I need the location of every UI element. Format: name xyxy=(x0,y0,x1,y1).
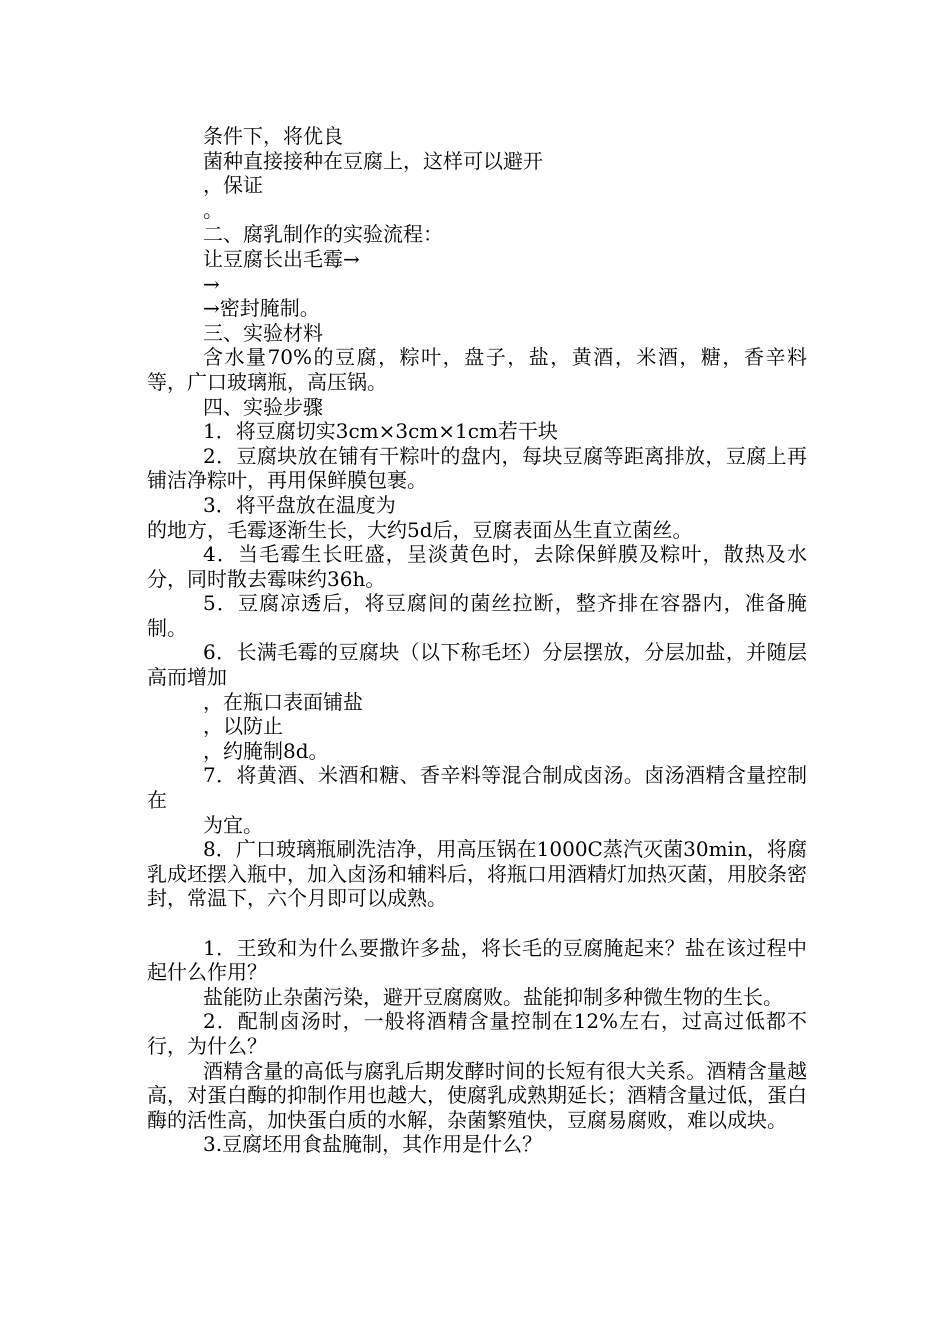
answer-1: 盐能防止杂菌污染，避开豆腐腐败。盐能抑制多种微生物的生长。 xyxy=(203,984,783,1009)
step-8: 8．广口玻璃瓶刷洗洁净，用高压锅在1000C蒸汽灭菌30min，将腐乳成坯摆入瓶中，加入卤汤和辅料后，将瓶口用酒精灯加热灭菌，用胶条密封，常温下，六个月即可以成熟。 xyxy=(147,837,807,911)
step-6-prevent: ，以防止 xyxy=(203,714,283,739)
answer-2: 酒精含量的高低与腐乳后期发酵时间的长短有很大关系。酒精含量越高，对蛋白酶的抑制作用也越大，使腐乳成熟期延长；酒精含量过低，蛋白酶的活性高，加快蛋白质的水解，杂菌繁殖快，豆腐易腐败，难以成块。 xyxy=(147,1058,807,1132)
step-6: 6．长满毛霉的豆腐块（以下称毛坯）分层摆放，分层加盐，并随层高而增加 xyxy=(147,640,807,690)
paragraph-materials: 含水量70%的豆腐，粽叶，盘子，盐，黄酒，米酒，糖，香辛料等，广口玻璃瓶，高压锅。 xyxy=(147,345,807,394)
step-6-salt: ，在瓶口表面铺盐 xyxy=(203,689,363,714)
step-6-duration: ，约腌制8d。 xyxy=(203,738,329,763)
process-step-arrow: → xyxy=(203,271,220,296)
paragraph-conditions: 条件下，将优良 xyxy=(203,124,343,148)
section-heading-steps: 四、实验步骤 xyxy=(203,394,323,419)
step-1: 1．将豆腐切实3cm×3cm×1cm若干块 xyxy=(203,419,558,444)
section-heading-materials: 三、实验材料 xyxy=(203,320,323,345)
question-1: 1．王致和为什么要撒许多盐，将长毛的豆腐腌起来？盐在该过程中起什么作用？ xyxy=(147,935,807,985)
document-body xyxy=(147,124,807,1157)
process-step-mold: 让豆腐长出毛霉→ xyxy=(203,246,360,271)
section-heading-process: 二、腐乳制作的实验流程： xyxy=(203,222,443,247)
paragraph-spacer xyxy=(147,911,807,936)
paragraph-period: 。 xyxy=(203,197,223,222)
step-7: 7．将黄酒、米酒和糖、香辛料等混合制成卤汤。卤汤酒精含量控制在 xyxy=(147,763,807,813)
step-3-continued: 的地方，毛霉逐渐生长，大约5d后，豆腐表面丛生直立菌丝。 xyxy=(147,517,693,542)
question-3: 3.豆腐坯用食盐腌制，其作用是什么？ xyxy=(203,1132,543,1157)
paragraph-inoculation: 菌种直接接种在豆腐上，这样可以避开 xyxy=(203,148,543,173)
step-3: 3．将平盘放在温度为 xyxy=(203,492,396,517)
step-4: 4．当毛霉生长旺盛，呈淡黄色时，去除保鲜膜及粽叶，散热及水分，同时散去霉味约36h。 xyxy=(147,542,807,591)
step-7-continued: 为宜。 xyxy=(203,812,263,837)
question-2: 2．配制卤汤时，一般将酒精含量控制在12%左右，过高过低都不行，为什么？ xyxy=(147,1009,807,1058)
step-5: 5．豆腐凉透后，将豆腐间的菌丝拉断，整齐排在容器内，准备腌制。 xyxy=(147,591,807,640)
process-step-seal: →密封腌制。 xyxy=(203,296,320,321)
paragraph-ensure: ，保证 xyxy=(203,173,263,198)
step-2: 2．豆腐块放在铺有干粽叶的盘内，每块豆腐等距离排放，豆腐上再铺洁净粽叶，再用保鲜膜包裹。 xyxy=(147,443,807,493)
